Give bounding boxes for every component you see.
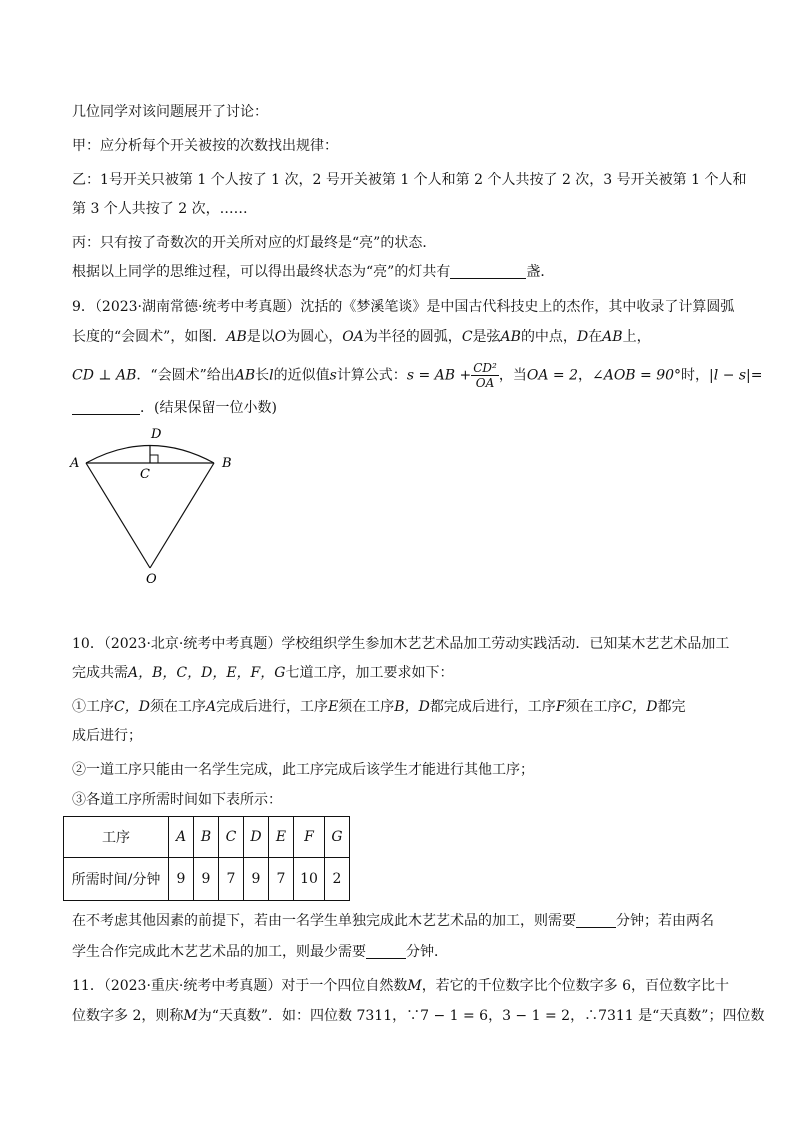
process-cell: D — [244, 817, 269, 858]
question-9-line4: ．(结果保留一位小数) — [72, 398, 277, 418]
process-cell: G — [325, 817, 350, 858]
header-cell: 所需时间/分钟 — [64, 858, 169, 901]
time-cell: 9 — [194, 858, 219, 901]
time-cell: 7 — [269, 858, 294, 901]
answer-blank[interactable] — [72, 398, 140, 415]
table-row — [64, 817, 350, 858]
process-cell: E — [269, 817, 294, 858]
radius-ob — [150, 463, 214, 568]
formula-fraction: $\frac{\text{CD²}}{OA}$ — [473, 361, 497, 390]
label-o: O — [146, 572, 157, 587]
time-cell: 10 — [294, 858, 325, 901]
right-angle-mark — [150, 455, 158, 463]
discussion-intro: 几位同学对该问题展开了讨论： — [72, 104, 268, 120]
question-9-line2: 长度的“会圆术”，如图．AB是以O为圆心，OA为半径的圆弧，C是弦AB的中点，D在AB上， — [72, 329, 651, 345]
process-cell: A — [169, 817, 194, 858]
question-11-line2: 位数字多 2，则称M为“天真数”．如：四位数 7311，∵7 − 1 = 6，3 − 1 = 2，∴7311 是“天真数”；四位数 — [72, 1008, 765, 1024]
time-cell: 2 — [325, 858, 350, 901]
question-10-head: 10．（2023·北京·统考中考真题）学校组织学生参加木艺艺术品加工劳动实践活动．已知某木艺艺术品加工 — [72, 636, 730, 652]
header-cell: 工序 — [64, 817, 169, 858]
condition-1-line2: 成后进行； — [72, 728, 142, 744]
condition-3: ③各道工序所需时间如下表所示： — [72, 792, 282, 808]
answer-blank[interactable] — [450, 262, 526, 279]
process-cell: F — [294, 817, 325, 858]
arc-figure — [60, 420, 260, 590]
statement-bing: 丙：只有按了奇数次的开关所对应的灯最终是“亮”的状态． — [72, 235, 437, 251]
statement-yi-line2: 第 3 个人共按了 2 次，…… — [72, 201, 248, 217]
answer-blank[interactable] — [576, 911, 616, 928]
question-10-ask2: 学生合作完成此木艺艺术品的加工，则最少需要 分钟． — [72, 944, 448, 960]
table-row — [64, 858, 350, 901]
question-9-head: 9．（2023·湖南常德·统考中考真题）沈括的《梦溪笔谈》是中国古代科技史上的杰作，其中收录了计算圆弧 — [72, 299, 735, 315]
label-a: A — [70, 456, 80, 471]
label-b: B — [222, 456, 232, 471]
condition-1-line1: ①工序C，D须在工序A完成后进行，工序E须在工序B，D都完成后进行，工序F须在工序C，D都完 — [72, 699, 686, 715]
process-cell: B — [194, 817, 219, 858]
answer-blank[interactable] — [366, 942, 406, 959]
process-time-table — [63, 816, 350, 901]
question-9-line3: CD ⊥ AB．“会圆术”给出AB长l的近似值s计算公式：s = AB + $\frac{\text{CD²}}{OA}$ ，当OA = 2，∠AOB = 90°时，|l − s|= — [72, 361, 763, 390]
statement-jia: 甲：应分析每个开关被按的次数找出规律： — [72, 138, 338, 154]
question-10-line2: 完成共需A，B，C，D，E，F，G七道工序，加工要求如下： — [72, 665, 454, 681]
condition-2: ②一道工序只能由一名学生完成，此工序完成后该学生才能进行其他工序； — [72, 762, 534, 778]
question-11-head: 11．（2023·重庆·统考中考真题）对于一个四位自然数M，若它的千位数字比个位数字多 6，百位数字比十 — [72, 978, 730, 994]
label-c: C — [140, 467, 150, 482]
process-cell: C — [219, 817, 244, 858]
label-d: D — [151, 427, 162, 442]
question-10-ask1: 在不考虑其他因素的前提下，若由一名学生单独完成此木艺艺术品的加工，则需要 分钟；若由两名 — [72, 913, 714, 929]
time-cell: 7 — [219, 858, 244, 901]
question-8-ask: 根据以上同学的思维过程，可以得出最终状态为“亮”的灯共有 盏． — [72, 264, 555, 280]
time-cell: 9 — [244, 858, 269, 901]
time-cell: 9 — [169, 858, 194, 901]
statement-yi-line1: 乙：1号开关只被第 1 个人按了 1 次，2 号开关被第 1 个人和第 2 个人共按了 2 次，3 号开关被第 1 个人和 — [72, 172, 747, 188]
